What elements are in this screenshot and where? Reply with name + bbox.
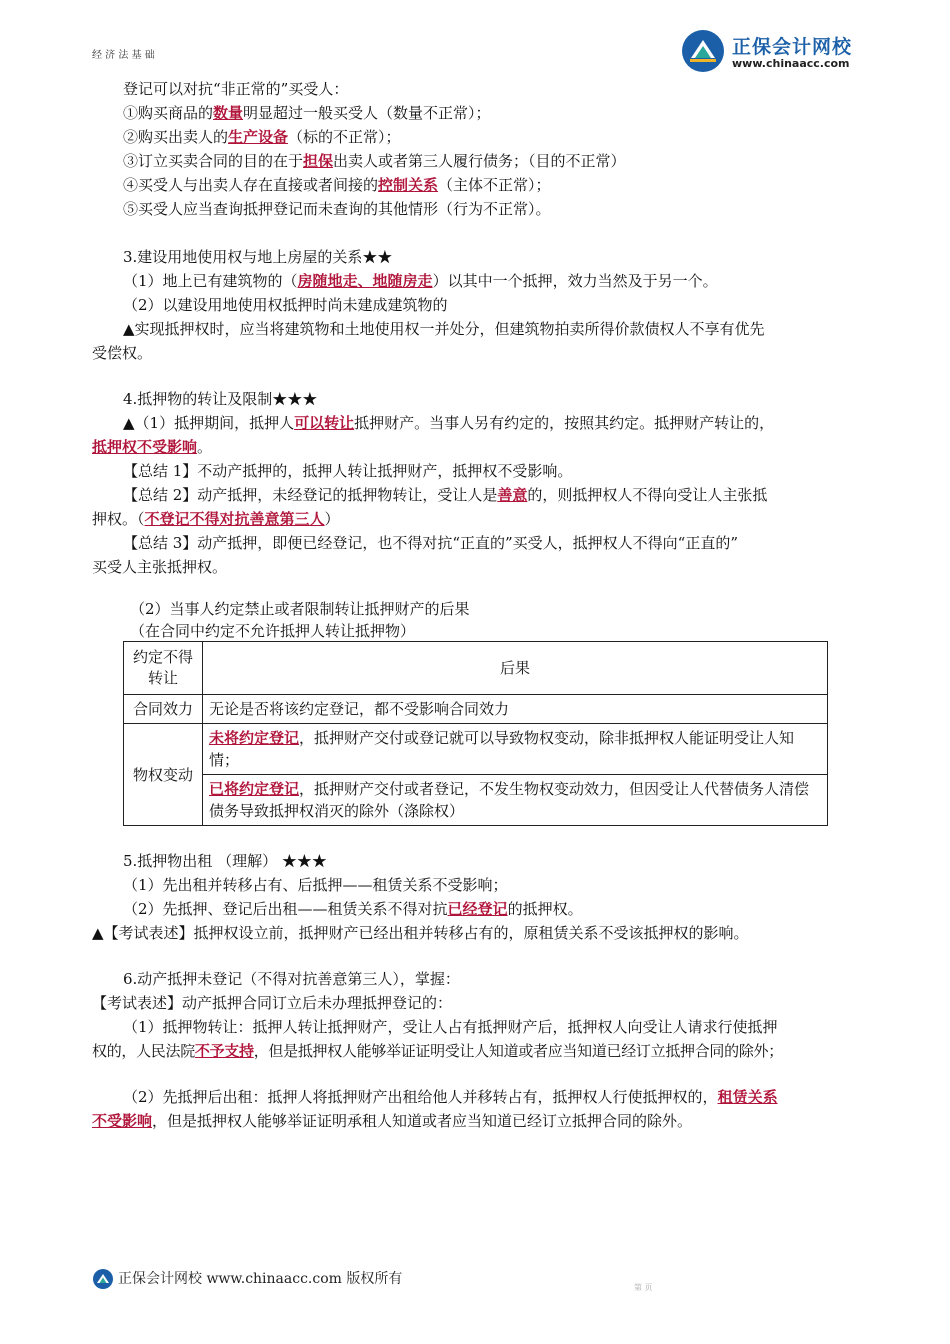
sec5-p3: ▲【考试表述】抵押权设立前，抵押财产已经出租并转移占有的，原租赁关系不受该抵押权的影响。 [92,924,749,942]
sec-a-item-4: ④买受人与出卖人存在直接或者间接的控制关系（主体不正常）； [123,176,551,194]
sec4-summary-3-cont: 买受人主张抵押权。 [92,558,228,576]
footer-text: 正保会计网校 www.chinaacc.com 版权所有 [118,1271,403,1287]
page-number: 第 页 [634,1283,653,1292]
sec4-p2-sub: （在合同中约定不允许抵押人转让抵押物） [130,622,416,640]
sec4-p1: ▲（1）抵押期间，抵押人可以转让抵押财产。当事人另有约定的，按照其约定。抵押财产转让的， [123,414,775,432]
sec6-p1-cont: 权的，人民法院不予支持，但是抵押权人能够举证证明受让人知道或者应当知道已经订立抵押合同的除外； [92,1042,783,1060]
sec5-p1: （1）先出租并转移占有、后抵押——租赁关系不受影响； [123,876,508,894]
table-cell: 已将约定登记，抵押财产交付或者登记，不发生物权变动效力，但因受让人代替债务人清偿债务导致抵押权消灭的除外（涤除权） [203,775,828,826]
logo-emblem-icon [680,28,726,74]
brand-logo[interactable] [680,28,880,76]
header-fragment: 经 济 法 基 础 [92,50,155,61]
table-row-label: 合同效力 [124,695,203,724]
sec3-p2: （2）以建设用地使用权抵押时尚未建成建筑物的 [123,296,448,314]
table-row [124,775,828,826]
sec6-title: 6.动产抵押未登记（不得对抗善意第三人），掌握： [123,970,460,988]
sec6-p2-cont: 不受影响，但是抵押权人能够举证证明承租人知道或者应当知道已经订立抵押合同的除外。 [92,1112,693,1130]
table-row-label: 物权变动 [124,724,203,826]
sec4-summary-3: 【总结 3】动产抵押，即便已经登记，也不得对抗“正直的”买受人，抵押权人不得向“正直的” [123,534,738,552]
table-cell: 无论是否将该约定登记，都不受影响合同效力 [203,695,828,724]
sec-a-item-3: ③订立买卖合同的目的在于担保出卖人或者第三人履行债务；（目的不正常） [123,152,626,170]
logo-name: 正保会计网校 [732,36,853,58]
sec3-note: ▲实现抵押权时，应当将建筑物和土地使用权一并处分，但建筑物拍卖所得价款债权人不享有优先 [123,320,765,338]
table-row [124,724,828,775]
table-header-cell: 后果 [203,642,828,695]
sec4-summary-1: 【总结 1】不动产抵押的，抵押人转让抵押财产，抵押权不受影响。 [123,462,573,480]
footer-logo-icon [92,1268,114,1290]
sec5-title: 5.抵押物出租 （理解） ★★★ [123,852,327,870]
sec-a-item-2: ②购买出卖人的生产设备（标的不正常）； [123,128,401,146]
table-cell: 未将约定登记，抵押财产交付或登记就可以导致物权变动，除非抵押权人能证明受让人知情； [203,724,828,775]
sec-a-intro: 登记可以对抗“非正常的”买受人： [123,80,349,98]
sec3-note-cont: 受偿权。 [92,344,153,362]
sec6-p1: （1）抵押物转让：抵押人转让抵押财产，受让人占有抵押财产后，抵押权人向受让人请求行使抵押 [123,1018,778,1036]
sec3-title: 3.建设用地使用权与地上房屋的关系★★ [123,248,393,266]
sec3-p1: （1）地上已有建筑物的（房随地走、地随房走）以其中一个抵押，效力当然及于另一个。 [123,272,718,290]
sec4-p1-cont: 抵押权不受影响。 [92,438,213,456]
table-row [124,695,828,724]
consequence-table [123,641,828,826]
sec6-p2: （2）先抵押后出租：抵押人将抵押财产出租给他人并移转占有，抵押权人行使抵押权的，租赁关系 [123,1088,778,1106]
footer [92,1268,402,1290]
sec4-title: 4.抵押物的转让及限制★★★ [123,390,318,408]
table-header-cell: 约定不得转让 [124,642,203,695]
sec-a-item-1: ①购买商品的数量明显超过一般买受人（数量不正常）； [123,104,491,122]
sec5-p2: （2）先抵押、登记后出租——租赁关系不得对抗已经登记的抵押权。 [123,900,583,918]
sec4-summary-2: 【总结 2】动产抵押，未经登记的抵押物转让，受让人是善意的，则抵押权人不得向受让人主张抵 [123,486,768,504]
logo-url: www.chinaacc.com [732,57,850,70]
sec-a-item-5: ⑤买受人应当查询抵押登记而未查询的其他情形（行为不正常）。 [123,200,551,218]
sec4-summary-2-cont: 押权。（不登记不得对抗善意第三人） [92,510,340,528]
sec6-intro: 【考试表述】动产抵押合同订立后未办理抵押登记的： [92,994,453,1012]
table-header-row [124,642,828,695]
sec4-p2: （2）当事人约定禁止或者限制转让抵押财产的后果 [130,600,470,618]
